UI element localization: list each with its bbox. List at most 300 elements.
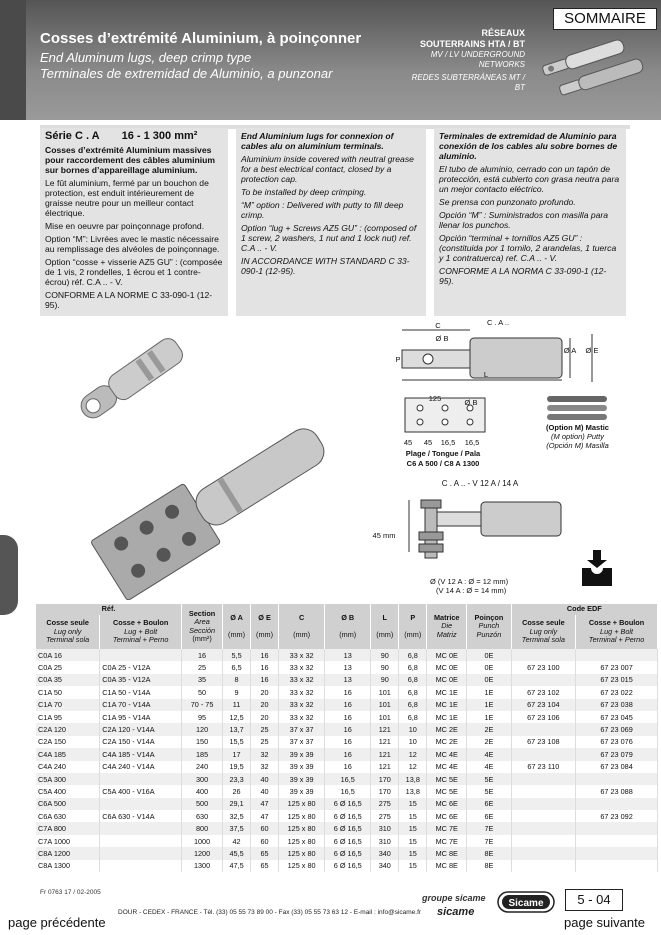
table-cell: [511, 798, 575, 810]
mastic-caption-fr: (Option M) Mastic: [546, 423, 609, 432]
table-cell: C4A 240: [36, 761, 100, 773]
table-row: [36, 686, 658, 698]
table-cell: 16: [325, 711, 371, 723]
table-cell: [576, 847, 658, 859]
table-cell: C0A 16: [36, 649, 100, 661]
table-cell: 0E: [467, 649, 511, 661]
table-cell: [511, 785, 575, 797]
desc-en-option-m: “M” option : Delivered with putty to fill deep crimp.: [241, 200, 404, 220]
table-cell: 67 23 015: [576, 674, 658, 686]
table-cell: 121: [371, 761, 399, 773]
table-cell: 67 23 022: [576, 686, 658, 698]
table-cell: 40: [251, 785, 279, 797]
table-row: [36, 748, 658, 760]
table-cell: 121: [371, 748, 399, 760]
page-number: 5 - 04: [565, 889, 623, 911]
bolt-drawing-title: C . A .. - V 12 A / 14 A: [441, 479, 519, 488]
table-cell: 121: [371, 736, 399, 748]
table-cell: 47,5: [223, 860, 251, 872]
table-cell: 1E: [467, 686, 511, 698]
table-cell: 65: [251, 847, 279, 859]
table-cell: C7A 800: [36, 822, 100, 834]
table-cell: 6,8: [399, 699, 427, 711]
table-cell: 6 Ø 16,5: [325, 860, 371, 872]
table-cell: 8: [223, 674, 251, 686]
table-cell: MC 4E: [427, 761, 467, 773]
table-cell: 6 Ø 16,5: [325, 822, 371, 834]
table-cell: 170: [371, 785, 399, 797]
table-cell: 9: [223, 686, 251, 698]
table-cell: 67 23 084: [576, 761, 658, 773]
plage-caption-ref: C6 A 500 / C8 A 1300: [406, 459, 480, 468]
table-cell: 13: [325, 661, 371, 673]
table-cell: 33 x 32: [279, 699, 325, 711]
table-cell: C2A 150 - V14A: [100, 736, 182, 748]
table-cell: 6 Ø 16,5: [325, 835, 371, 847]
crimp-tool-icon: [580, 550, 614, 588]
table-cell: [511, 847, 575, 859]
table-cell: 32,5: [223, 810, 251, 822]
table-cell: C1A 70: [36, 699, 100, 711]
specifications-table: [36, 604, 658, 872]
table-cell: 185: [182, 748, 223, 760]
plage-dim: 45: [423, 438, 433, 447]
table-row: [36, 847, 658, 859]
table-cell: 39 x 39: [279, 748, 325, 760]
table-cell: C1A 50: [36, 686, 100, 698]
col-section: Section Area Sección (mm²): [182, 604, 223, 649]
table-cell: MC 0E: [427, 674, 467, 686]
table-cell: 25: [251, 723, 279, 735]
table-cell: [511, 723, 575, 735]
table-cell: 67 23 106: [511, 711, 575, 723]
mastic-caption-en: (M option) Putty: [551, 432, 604, 441]
table-cell: MC 1E: [427, 686, 467, 698]
desc-en-text: To be installed by deep crimping.: [241, 187, 367, 197]
table-cell: 16: [325, 748, 371, 760]
table-cell: 25: [182, 661, 223, 673]
table-cell: MC 5E: [427, 773, 467, 785]
table-cell: 6E: [467, 810, 511, 822]
table-row: [36, 860, 658, 872]
header-stripe: [0, 0, 26, 120]
col-diam-e: Ø E (mm): [251, 604, 279, 649]
table-cell: MC 2E: [427, 723, 467, 735]
desc-en-intro: End Aluminium lugs for connexion of cables alu on aluminium terminals.: [241, 131, 394, 151]
table-cell: 47: [251, 810, 279, 822]
table-cell: 1E: [467, 711, 511, 723]
desc-es-text: Se prensa con punzonato profundo.: [439, 197, 576, 207]
table-cell: MC 1E: [427, 699, 467, 711]
desc-es-option-v: Opción “terminal + tornillos AZ5 GU” : (constituida por 1 tornilo, 2 arandelas, 1 tuerca y 1 contratuerca) ref. C.A .. - V.: [439, 233, 617, 263]
table-cell: 16: [251, 649, 279, 661]
table-cell: 1200: [182, 847, 223, 859]
table-cell: 70 - 75: [182, 699, 223, 711]
table-cell: 20: [251, 711, 279, 723]
desc-es-text: El tubo de aluminio, cerrado con un tapón de protección, está cubierto con grasa neutra para un mejor contacto eléctrico.: [439, 164, 620, 194]
table-cell: [511, 860, 575, 872]
title-en: End Aluminum lugs, deep crimp type: [40, 50, 252, 65]
table-cell: [576, 773, 658, 785]
table-cell: 26: [223, 785, 251, 797]
table-cell: 340: [371, 847, 399, 859]
col-edf-cosse-seule: Cosse seule Lug only Terminal sola: [511, 615, 575, 649]
table-cell: 6E: [467, 798, 511, 810]
col-poincon: Poinçon Punch Punzón: [467, 604, 511, 649]
table-cell: 6 Ø 16,5: [325, 810, 371, 822]
category-en: MV / LV UNDERGROUND NETWORKS: [430, 50, 525, 69]
table-cell: 240: [182, 761, 223, 773]
brand-name: sicame: [437, 906, 475, 918]
table-cell: 90: [371, 661, 399, 673]
desc-fr-standard: CONFORME A LA NORME C 33-090-1 (12-95).: [45, 290, 213, 310]
table-row: [36, 761, 658, 773]
header-lugs-photo: [535, 36, 653, 100]
bolt-note-14: (V 14 A : Ø = 14 mm): [436, 586, 507, 595]
table-cell: 67 23 100: [511, 661, 575, 673]
table-cell: 45,5: [223, 847, 251, 859]
col-cosse-seule: Cosse seule Lug only Terminal sola: [36, 615, 100, 649]
table-cell: 125 x 80: [279, 810, 325, 822]
table-cell: MC 1E: [427, 711, 467, 723]
table-cell: 16: [325, 736, 371, 748]
mastic-caption-es: (Opción M) Masilla: [546, 441, 609, 450]
previous-page-link[interactable]: page précédente: [0, 912, 110, 935]
desc-fr-text: Le fût aluminium, fermé par un bouchon de protection, est enduit intérieurement de graisse neutre pour un meilleur contact électrique.: [45, 178, 209, 218]
table-cell: 13: [325, 649, 371, 661]
table-cell: 47: [251, 798, 279, 810]
table-cell: 13,8: [399, 785, 427, 797]
table-cell: C4A 185 - V14A: [100, 748, 182, 760]
col-ref: Réf.: [36, 604, 182, 615]
table-cell: [576, 835, 658, 847]
table-cell: 12: [399, 748, 427, 760]
table-cell: MC 5E: [427, 785, 467, 797]
svg-text:Sicame: Sicame: [508, 898, 544, 909]
lug-dimension-drawing: [392, 320, 607, 390]
desc-es-option-m: Opción “M” : Suministrados con masilla para llenar los punchos.: [439, 210, 609, 230]
table-cell: [511, 649, 575, 661]
table-cell: C4A 185: [36, 748, 100, 760]
table-cell: MC 2E: [427, 736, 467, 748]
table-cell: C6A 630: [36, 810, 100, 822]
table-cell: 16,5: [325, 773, 371, 785]
table-cell: C2A 150: [36, 736, 100, 748]
table-cell: [511, 810, 575, 822]
category-es: REDES SUBTERRÁNEAS MT / BT: [411, 73, 525, 92]
col-matrice: Matrice Die Matriz: [427, 604, 467, 649]
table-cell: 101: [371, 711, 399, 723]
table-row: [36, 736, 658, 748]
table-cell: 23,3: [223, 773, 251, 785]
table-cell: 32: [251, 748, 279, 760]
table-cell: 67 23 092: [576, 810, 658, 822]
mastic-image: [545, 394, 609, 422]
table-cell: 20: [251, 686, 279, 698]
table-cell: [511, 674, 575, 686]
table-cell: [576, 860, 658, 872]
table-cell: 33 x 32: [279, 649, 325, 661]
table-cell: [100, 822, 182, 834]
table-cell: 0E: [467, 674, 511, 686]
table-cell: 2E: [467, 723, 511, 735]
table-cell: MC 8E: [427, 847, 467, 859]
table-cell: 15: [399, 798, 427, 810]
table-cell: 67 23 110: [511, 761, 575, 773]
table-cell: 275: [371, 810, 399, 822]
table-cell: 125 x 80: [279, 835, 325, 847]
table-cell: 65: [251, 860, 279, 872]
table-cell: C7A 1000: [36, 835, 100, 847]
table-cell: 32: [251, 761, 279, 773]
bolt-dim: 45 mm: [372, 531, 396, 540]
table-cell: 275: [371, 798, 399, 810]
table-cell: 15,5: [223, 736, 251, 748]
table-cell: C1A 95 - V14A: [100, 711, 182, 723]
table-cell: 121: [371, 723, 399, 735]
table-cell: 1300: [182, 860, 223, 872]
table-cell: 25: [251, 736, 279, 748]
col-p: P (mm): [399, 604, 427, 649]
plage-dim-125: 125: [428, 394, 442, 403]
table-cell: 16: [251, 661, 279, 673]
table-cell: [100, 860, 182, 872]
table-cell: 13,8: [399, 773, 427, 785]
table-cell: 15: [399, 847, 427, 859]
table-cell: 67 23 045: [576, 711, 658, 723]
table-cell: 12,5: [223, 711, 251, 723]
label-p: P: [395, 355, 401, 364]
table-cell: 1E: [467, 699, 511, 711]
desc-fr-intro: Cosses d’extrémité Aluminium massives pour raccordement des câbles aluminium sur bornes d’appareillage aluminium.: [45, 145, 216, 175]
table-cell: 19,5: [223, 761, 251, 773]
table-cell: [100, 798, 182, 810]
sommaire-button[interactable]: SOMMAIRE: [553, 8, 657, 30]
table-cell: 29,1: [223, 798, 251, 810]
table-cell: 800: [182, 822, 223, 834]
table-cell: 50: [182, 686, 223, 698]
table-cell: MC 8E: [427, 860, 467, 872]
col-cosse-boulon: Cosse + Boulon Lug + Bolt Terminal + Perno: [100, 615, 182, 649]
table-cell: [576, 649, 658, 661]
table-cell: MC 0E: [427, 649, 467, 661]
col-edf: Code EDF: [511, 604, 657, 615]
table-cell: 67 23 007: [576, 661, 658, 673]
table-cell: 17: [223, 748, 251, 760]
table-cell: 6,8: [399, 711, 427, 723]
table-row: [36, 810, 658, 822]
table-cell: MC 0E: [427, 661, 467, 673]
table-cell: 6 Ø 16,5: [325, 847, 371, 859]
table-cell: 310: [371, 835, 399, 847]
table-cell: 67 23 102: [511, 686, 575, 698]
table-cell: C2A 120: [36, 723, 100, 735]
table-cell: 10: [399, 723, 427, 735]
table-cell: 15: [399, 810, 427, 822]
table-row: [36, 674, 658, 686]
description-fr: [40, 128, 228, 316]
table-cell: 16: [182, 649, 223, 661]
table-cell: 39 x 39: [279, 785, 325, 797]
table-cell: C5A 300: [36, 773, 100, 785]
table-cell: 33 x 32: [279, 686, 325, 698]
label-e: Ø E: [585, 346, 599, 355]
table-cell: 90: [371, 674, 399, 686]
side-tab: [0, 535, 18, 615]
title-es: Terminales de extremidad de Aluminio, a punzonar: [40, 66, 333, 81]
table-cell: C8A 1300: [36, 860, 100, 872]
table-row: [36, 723, 658, 735]
table-cell: 33 x 32: [279, 674, 325, 686]
serie-title: Série C . A 16 - 1 300 mm²: [45, 130, 198, 142]
description-es: [434, 128, 626, 316]
large-lug-photo: [70, 410, 360, 600]
table-cell: C0A 25 - V12A: [100, 661, 182, 673]
table-cell: [100, 649, 182, 661]
table-cell: MC 7E: [427, 822, 467, 834]
table-cell: 90: [371, 649, 399, 661]
table-cell: C4A 240 - V14A: [100, 761, 182, 773]
table-cell: 15: [399, 835, 427, 847]
table-cell: 67 23 069: [576, 723, 658, 735]
table-cell: C0A 25: [36, 661, 100, 673]
table-cell: 67 23 038: [576, 699, 658, 711]
table-cell: 125 x 80: [279, 822, 325, 834]
table-cell: 120: [182, 723, 223, 735]
table-cell: 95: [182, 711, 223, 723]
title-fr: Cosses d’extrémité Aluminium, à poinçonner: [40, 30, 362, 47]
table-cell: C0A 35: [36, 674, 100, 686]
plage-caption: Plage / Tongue / Pala: [405, 449, 481, 458]
table-cell: C0A 35 - V12A: [100, 674, 182, 686]
label-c: C: [435, 321, 441, 330]
table-cell: 37 x 37: [279, 723, 325, 735]
table-cell: [511, 773, 575, 785]
table-cell: 125 x 80: [279, 847, 325, 859]
table-cell: 67 23 079: [576, 748, 658, 760]
table-cell: [576, 822, 658, 834]
table-cell: MC 7E: [427, 835, 467, 847]
table-cell: 12: [399, 761, 427, 773]
table-cell: 8E: [467, 847, 511, 859]
description-en: [236, 128, 426, 316]
sicame-logo: [497, 891, 555, 913]
desc-es-intro: Terminales de extremidad de Aluminio para conexión de los cables alu sobre bornes de aluminio.: [439, 131, 618, 161]
col-c: C (mm): [279, 604, 325, 649]
table-cell: MC 6E: [427, 810, 467, 822]
desc-fr-option-m: Option “M”: Livrées avec le mastic nécessaire au remplissage des alvéoles de poinçonnage.: [45, 234, 220, 254]
table-cell: 6,8: [399, 686, 427, 698]
table-cell: [100, 773, 182, 785]
table-cell: 2E: [467, 736, 511, 748]
table-cell: 6,8: [399, 661, 427, 673]
col-edf-cosse-boulon: Cosse + Boulon Lug + Bolt Terminal + Perno: [576, 615, 658, 649]
table-cell: 125 x 80: [279, 860, 325, 872]
plage-dim: 16,5: [464, 438, 480, 447]
desc-fr-option-v: Option “cosse + visserie AZ5 GU” : (composée de 1 vis, 2 rondelles, 1 écrou et 1 contre-écrou) réf. C.A .. - V.: [45, 257, 223, 287]
table-cell: [576, 798, 658, 810]
table-cell: MC 4E: [427, 748, 467, 760]
label-a: Ø A: [563, 346, 577, 355]
table-cell: 37 x 37: [279, 736, 325, 748]
table-row: [36, 699, 658, 711]
table-cell: 6 Ø 16,5: [325, 798, 371, 810]
table-row: [36, 798, 658, 810]
table-cell: 6,8: [399, 674, 427, 686]
table-cell: 170: [371, 773, 399, 785]
bolt-assembly-drawing: [395, 492, 570, 577]
plage-dim-b: Ø B: [464, 398, 478, 407]
table-cell: 35: [182, 674, 223, 686]
plage-dim: 45: [403, 438, 413, 447]
table-cell: 13,7: [223, 723, 251, 735]
table-cell: 10: [399, 736, 427, 748]
table-cell: 5,5: [223, 649, 251, 661]
desc-es-standard: CONFORME A LA NORMA C 33-090-1 (12-95).: [439, 266, 607, 286]
table-cell: 630: [182, 810, 223, 822]
table-cell: 11: [223, 699, 251, 711]
table-cell: C1A 95: [36, 711, 100, 723]
table-cell: 15: [399, 860, 427, 872]
document-reference: Fr 0763 17 / 02-2005: [40, 889, 101, 896]
table-cell: 5E: [467, 773, 511, 785]
table-cell: 15: [399, 822, 427, 834]
table-cell: [511, 822, 575, 834]
plage-dim: 16,5: [440, 438, 456, 447]
table-cell: 6,5: [223, 661, 251, 673]
table-row: [36, 785, 658, 797]
table-cell: 1000: [182, 835, 223, 847]
table-cell: 340: [371, 860, 399, 872]
table-cell: 400: [182, 785, 223, 797]
table-cell: [100, 847, 182, 859]
label-b: Ø B: [435, 334, 449, 343]
table-cell: 67 23 104: [511, 699, 575, 711]
table-cell: 40: [251, 773, 279, 785]
table-cell: C5A 400: [36, 785, 100, 797]
next-page-link[interactable]: page suivante: [554, 912, 661, 935]
company-address: DOUR - CEDEX - FRANCE - Tél. (33) 05 55 73 89 00 - Fax (33) 05 55 73 63 12 - E-mail : info@sicame.fr: [118, 909, 422, 916]
table-cell: 300: [182, 773, 223, 785]
table-row: [36, 835, 658, 847]
table-cell: 13: [325, 674, 371, 686]
table-cell: 16: [325, 686, 371, 698]
col-l: L (mm): [371, 604, 399, 649]
table-cell: 125 x 80: [279, 798, 325, 810]
table-cell: C8A 1200: [36, 847, 100, 859]
lug-drawing-title: C . A ..: [486, 318, 510, 327]
table-cell: C2A 120 - V14A: [100, 723, 182, 735]
table-cell: 16: [325, 699, 371, 711]
table-cell: 5E: [467, 785, 511, 797]
table-cell: 4E: [467, 761, 511, 773]
table-row: [36, 711, 658, 723]
table-cell: 67 23 076: [576, 736, 658, 748]
table-cell: 500: [182, 798, 223, 810]
table-cell: 150: [182, 736, 223, 748]
table-cell: 33 x 32: [279, 661, 325, 673]
table-cell: 39 x 39: [279, 761, 325, 773]
table-cell: MC 6E: [427, 798, 467, 810]
table-cell: 60: [251, 835, 279, 847]
table-cell: 67 23 108: [511, 736, 575, 748]
table-cell: 6,8: [399, 649, 427, 661]
table-cell: 310: [371, 822, 399, 834]
table-cell: 101: [371, 699, 399, 711]
table-row: [36, 773, 658, 785]
table-cell: 33 x 32: [279, 711, 325, 723]
table-cell: 60: [251, 822, 279, 834]
